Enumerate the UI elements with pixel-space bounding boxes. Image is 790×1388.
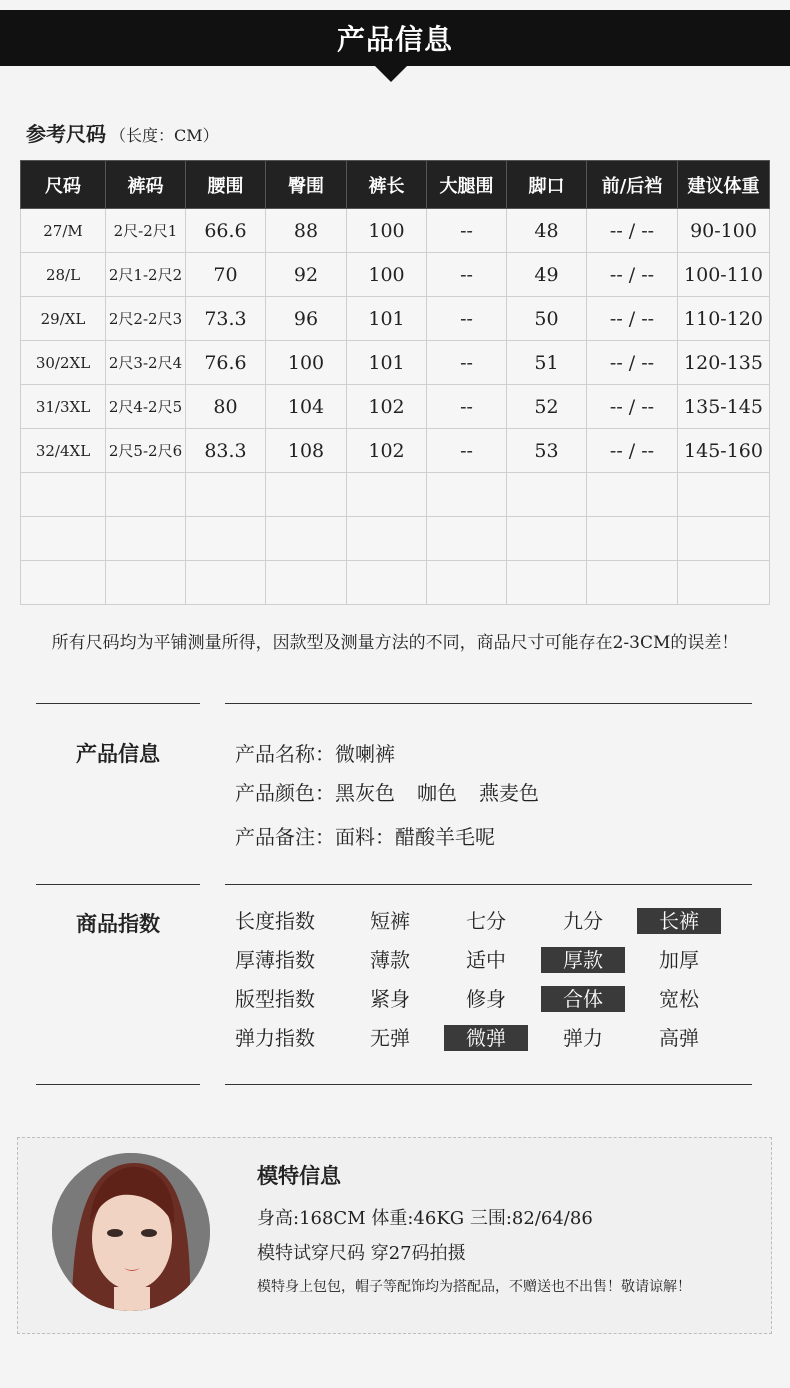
- size-unit-text: （长度：CM）: [110, 126, 219, 145]
- table-cell: -- / --: [587, 209, 678, 253]
- header-title: 产品信息: [336, 23, 453, 56]
- table-cell: [507, 473, 587, 517]
- table-cell: 31/3XL: [21, 385, 106, 429]
- table-cell: [347, 473, 427, 517]
- table-cell: 2尺3-2尺4: [106, 341, 186, 385]
- index-option: 七分: [466, 909, 506, 933]
- index-row-label: 版型指数: [235, 987, 315, 1011]
- table-row-empty: [21, 473, 770, 517]
- product-info-label: 产品信息: [76, 741, 160, 766]
- table-cell: 51: [507, 341, 587, 385]
- table-header-cell: 建议体重: [678, 161, 770, 209]
- table-cell: 2尺5-2尺6: [106, 429, 186, 473]
- divider: [225, 1084, 752, 1085]
- divider: [36, 1084, 200, 1085]
- header-notch: [375, 66, 407, 82]
- divider: [36, 703, 200, 704]
- table-cell: 135-145: [678, 385, 770, 429]
- table-cell: 90-100: [678, 209, 770, 253]
- table-cell: --: [427, 341, 507, 385]
- index-option-selected: 长裤: [637, 908, 721, 934]
- index-option: 无弹: [370, 1026, 410, 1050]
- product-color-label: 产品颜色：: [235, 781, 335, 805]
- divider: [225, 703, 752, 704]
- table-cell: 104: [266, 385, 347, 429]
- table-header-row: [21, 161, 770, 209]
- table-cell: 50: [507, 297, 587, 341]
- table-cell: --: [427, 297, 507, 341]
- table-cell: 70: [186, 253, 266, 297]
- table-cell: 2尺4-2尺5: [106, 385, 186, 429]
- index-option-selected: 微弹: [444, 1025, 528, 1051]
- table-header-cell: 脚口: [507, 161, 587, 209]
- product-remark-label: 产品备注：: [235, 825, 335, 849]
- table-cell: 83.3: [186, 429, 266, 473]
- table-cell: [21, 473, 106, 517]
- table-cell: [266, 473, 347, 517]
- table-cell: 2尺1-2尺2: [106, 253, 186, 297]
- model-info-title: 模特信息: [257, 1163, 341, 1188]
- table-header-cell: 裤码: [106, 161, 186, 209]
- table-cell: [587, 517, 678, 561]
- table-cell: 49: [507, 253, 587, 297]
- page-header: [0, 10, 790, 66]
- table-cell: [678, 561, 770, 605]
- table-cell: [186, 561, 266, 605]
- product-name-label: 产品名称：: [235, 742, 335, 766]
- table-cell: [347, 517, 427, 561]
- size-table: [20, 160, 770, 605]
- index-option-selected: 合体: [541, 986, 625, 1012]
- table-row-empty: [21, 561, 770, 605]
- table-cell: -- / --: [587, 429, 678, 473]
- index-option: 修身: [466, 987, 506, 1011]
- table-cell: 120-135: [678, 341, 770, 385]
- table-cell: 73.3: [186, 297, 266, 341]
- model-portrait-image: [52, 1153, 210, 1311]
- index-option: 适中: [466, 948, 506, 972]
- divider: [36, 884, 200, 885]
- table-cell: 101: [347, 341, 427, 385]
- table-cell: [106, 561, 186, 605]
- table-cell: [678, 473, 770, 517]
- index-info-label: 商品指数: [76, 911, 160, 936]
- table-header-cell: 臀围: [266, 161, 347, 209]
- table-row: [21, 429, 770, 473]
- size-title-text: 参考尺码: [26, 122, 106, 146]
- table-cell: 53: [507, 429, 587, 473]
- color-option: 燕麦色: [479, 781, 539, 805]
- product-remark-row: [235, 821, 517, 850]
- table-header-cell: 裤长: [347, 161, 427, 209]
- table-cell: [587, 561, 678, 605]
- table-cell: 100: [347, 209, 427, 253]
- index-option: 紧身: [370, 987, 410, 1011]
- table-cell: 2尺2-2尺3: [106, 297, 186, 341]
- table-cell: [587, 473, 678, 517]
- table-row: [21, 341, 770, 385]
- table-header-cell: 腰围: [186, 161, 266, 209]
- index-option-selected: 厚款: [541, 947, 625, 973]
- table-cell: 27/M: [21, 209, 106, 253]
- table-cell: 52: [507, 385, 587, 429]
- table-cell: 100: [347, 253, 427, 297]
- table-cell: 102: [347, 429, 427, 473]
- index-option: 短裤: [370, 909, 410, 933]
- index-option: 高弹: [659, 1026, 699, 1050]
- table-cell: 28/L: [21, 253, 106, 297]
- table-cell: 88: [266, 209, 347, 253]
- table-row: [21, 209, 770, 253]
- index-option: 九分: [563, 909, 603, 933]
- product-name-row: [235, 738, 417, 767]
- index-option: 薄款: [370, 948, 410, 972]
- size-section-title: [26, 118, 219, 147]
- table-cell: 102: [347, 385, 427, 429]
- model-disclaimer: 模特身上包包，帽子等配饰均为搭配品，不赠送也不出售！敬请谅解！: [257, 1279, 691, 1295]
- table-cell: [21, 517, 106, 561]
- table-cell: [266, 561, 347, 605]
- table-header-cell: 尺码: [21, 161, 106, 209]
- color-option: 黑灰色: [335, 781, 395, 805]
- table-cell: 100-110: [678, 253, 770, 297]
- index-row-label: 长度指数: [235, 909, 315, 933]
- table-cell: [427, 473, 507, 517]
- table-cell: 108: [266, 429, 347, 473]
- table-cell: [427, 561, 507, 605]
- table-cell: [21, 561, 106, 605]
- table-cell: 29/XL: [21, 297, 106, 341]
- table-row: [21, 253, 770, 297]
- table-cell: 110-120: [678, 297, 770, 341]
- table-cell: 80: [186, 385, 266, 429]
- index-option: 加厚: [659, 948, 699, 972]
- table-cell: 30/2XL: [21, 341, 106, 385]
- table-cell: 76.6: [186, 341, 266, 385]
- table-cell: --: [427, 209, 507, 253]
- table-cell: [507, 561, 587, 605]
- table-cell: -- / --: [587, 297, 678, 341]
- table-cell: -- / --: [587, 385, 678, 429]
- table-cell: -- / --: [587, 253, 678, 297]
- table-row: [21, 297, 770, 341]
- table-row-empty: [21, 517, 770, 561]
- index-option: 宽松: [659, 987, 699, 1011]
- table-cell: [507, 517, 587, 561]
- table-cell: 96: [266, 297, 347, 341]
- product-remark-value: 面料：醋酸羊毛呢: [335, 825, 495, 849]
- table-cell: 66.6: [186, 209, 266, 253]
- product-color-row: [235, 777, 561, 806]
- table-cell: [186, 473, 266, 517]
- table-row: [21, 385, 770, 429]
- table-cell: --: [427, 253, 507, 297]
- color-option: 咖色: [417, 781, 457, 805]
- table-cell: [186, 517, 266, 561]
- index-row-label: 厚薄指数: [235, 948, 315, 972]
- table-cell: 32/4XL: [21, 429, 106, 473]
- table-cell: 101: [347, 297, 427, 341]
- table-cell: 92: [266, 253, 347, 297]
- table-cell: [266, 517, 347, 561]
- table-header-cell: 大腿围: [427, 161, 507, 209]
- index-option: 弹力: [563, 1026, 603, 1050]
- table-cell: [106, 473, 186, 517]
- table-header-cell: 前/后裆: [587, 161, 678, 209]
- table-cell: [106, 517, 186, 561]
- table-cell: 48: [507, 209, 587, 253]
- table-cell: -- / --: [587, 341, 678, 385]
- table-cell: [678, 517, 770, 561]
- measurement-note: 所有尺码均为平铺测量所得，因款型及测量方法的不同，商品尺寸可能存在2-3CM的误差！: [51, 633, 739, 653]
- model-size: 模特试穿尺码 穿27码拍摄: [257, 1243, 466, 1264]
- table-cell: [347, 561, 427, 605]
- table-cell: --: [427, 429, 507, 473]
- model-stats: 身高:168CM 体重:46KG 三围:82/64/86: [257, 1208, 593, 1229]
- divider: [225, 884, 752, 885]
- table-cell: 145-160: [678, 429, 770, 473]
- table-cell: [427, 517, 507, 561]
- product-name-value: 微喇裤: [335, 742, 395, 766]
- model-avatar: [52, 1153, 210, 1311]
- table-cell: --: [427, 385, 507, 429]
- table-cell: 2尺-2尺1: [106, 209, 186, 253]
- index-row-label: 弹力指数: [235, 1026, 315, 1050]
- table-cell: 100: [266, 341, 347, 385]
